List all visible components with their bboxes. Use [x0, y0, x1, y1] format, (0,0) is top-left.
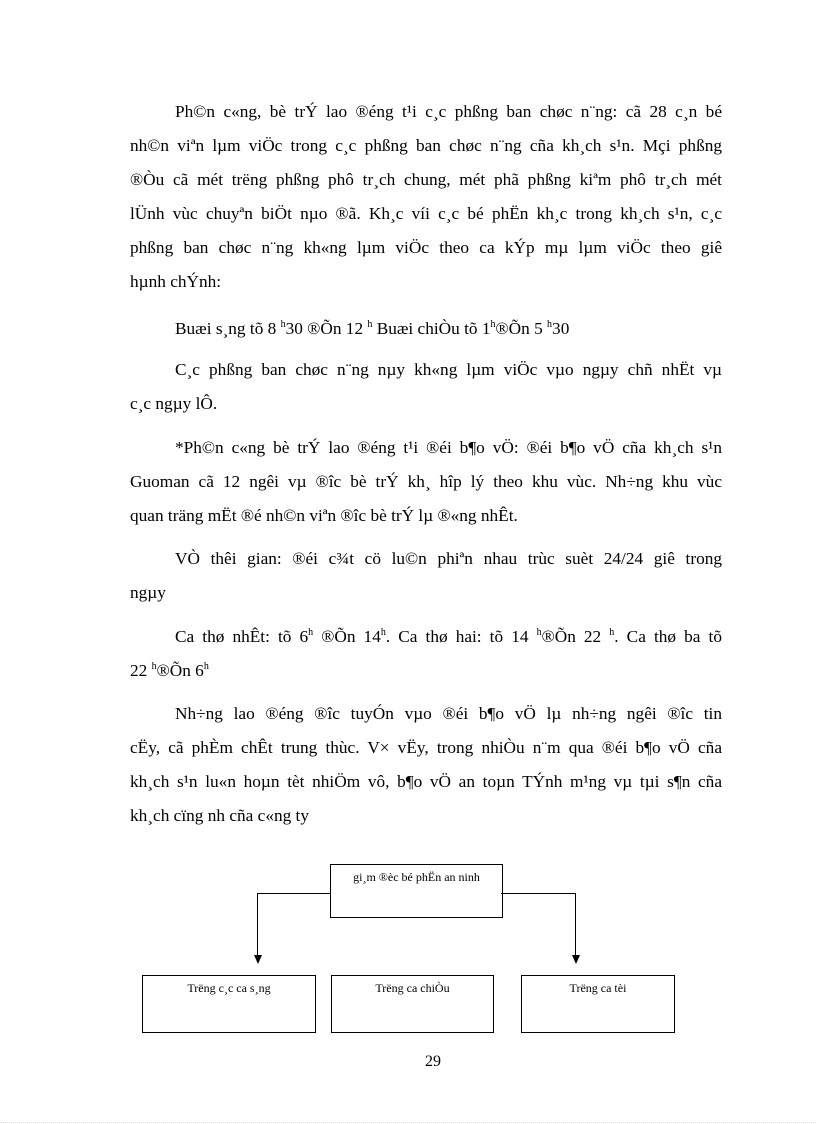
- page-number: 29: [425, 1053, 441, 1070]
- paragraph-working-hours: [130, 312, 722, 346]
- text-line: Nh÷ng lao ®éng ®îc tuyÓn vµo ®éi b¶o vÖ lµ nh÷ng ngêi ®îc tin: [175, 704, 722, 723]
- text-line: Guoman cã 12 ngêi vµ ®îc bè trÝ kh¸ hîp lý theo khu vùc. Nh÷ng khu vùc: [130, 472, 722, 491]
- connector-line: [501, 893, 576, 894]
- org-chart-child-box: [521, 975, 675, 1033]
- text-line: kh¸ch cïng nh cña c«ng ty: [130, 806, 309, 825]
- paragraph-security-team: [130, 431, 722, 533]
- text-line: phßng ban chøc n¨ng kh«ng lµm viÖc theo ca kÝp mµ lµm viÖc theo giê: [130, 238, 722, 257]
- text-line: 22 $^h$®Õn 6$^h$: [130, 661, 209, 680]
- text-line: Ph©n c«ng, bè trÝ lao ®éng t¹i c¸c phßng ban chøc n¨ng: cã 28 c¸n bé: [175, 102, 722, 121]
- text-line: cËy, cã phÈm chÊt trung thùc. V× vËy, trong nhiÒu n¨m qua ®éi b¶o vÖ cña: [130, 738, 722, 757]
- text-line: nh©n viªn lµm viÖc trong c¸c phßng ban chøc n¨ng cña kh¸ch s¹n. Mçi phßng: [130, 136, 722, 155]
- text-line: ngµy: [130, 583, 166, 602]
- text-line: kh¸ch s¹n lu«n hoµn tèt nhiÖm vô, b¶o vÖ an toµn TÝnh m¹ng vµ tµi s¶n cña: [130, 772, 722, 791]
- text-line: hµnh chÝnh:: [130, 272, 222, 291]
- org-chart-top-label: gi¸m ®èc bé phËn an ninh: [353, 870, 480, 884]
- paragraph-shifts: [130, 620, 722, 688]
- text-line: quan träng mËt ®é nh©n viªn ®îc bè trÝ lµ ®«ng nhÊt.: [130, 506, 518, 525]
- connector-line: [257, 893, 258, 955]
- text-line: *Ph©n c«ng bè trÝ lao ®éng t¹i ®éi b¶o vÖ: ®éi b¶o vÖ cña kh¸ch s¹n: [175, 438, 722, 457]
- paragraph-time: [130, 542, 722, 610]
- org-chart-child-box: [331, 975, 494, 1033]
- paragraph-staff-allocation: [130, 95, 722, 299]
- arrow-down-icon: [572, 955, 580, 964]
- text-line: Ca thø nhÊt: tõ 6$^h$ ®Õn 14$^h$. Ca thø hai: tõ 14 $^h$®Õn 22 $^h$. Ca thø ba tõ: [175, 627, 722, 646]
- org-chart-child-label: Trëng c¸c ca s¸ng: [187, 981, 271, 995]
- text-line: Buæi s¸ng tõ 8 $^h$30 ®Õn 12 $^h$ Buæi chiÒu tõ 1$^h$®Õn 5 $^h$30: [175, 319, 570, 338]
- paragraph-recruitment: [130, 697, 722, 833]
- arrow-down-icon: [254, 955, 262, 964]
- org-chart-top-box: [330, 864, 503, 918]
- text-line: ®Òu cã mét trëng phßng phô tr¸ch chung, mét phã phßng kiªm phô tr¸ch mét: [130, 170, 722, 189]
- text-line: c¸c ngµy lÔ.: [130, 394, 218, 413]
- connector-line: [257, 893, 330, 894]
- paragraph-holidays: [130, 353, 722, 421]
- text-line: lÜnh vùc chuyªn biÖt nµo ®ã. Kh¸c víi c¸c bé phËn kh¸c trong kh¸ch s¹n, c¸c: [130, 204, 722, 223]
- org-chart-child-label: Trëng ca chiÒu: [375, 981, 450, 995]
- connector-line: [575, 893, 576, 955]
- text-line: C¸c phßng ban chøc n¨ng nµy kh«ng lµm viÖc vµo ngµy chñ nhËt vµ: [175, 360, 722, 379]
- org-chart-child-box: [142, 975, 316, 1033]
- text-line: VÒ thêi gian: ®éi c¾t cö lu©n phiªn nhau trùc suèt 24/24 giê trong: [175, 549, 722, 568]
- org-chart-child-label: Trëng ca tèi: [569, 981, 627, 995]
